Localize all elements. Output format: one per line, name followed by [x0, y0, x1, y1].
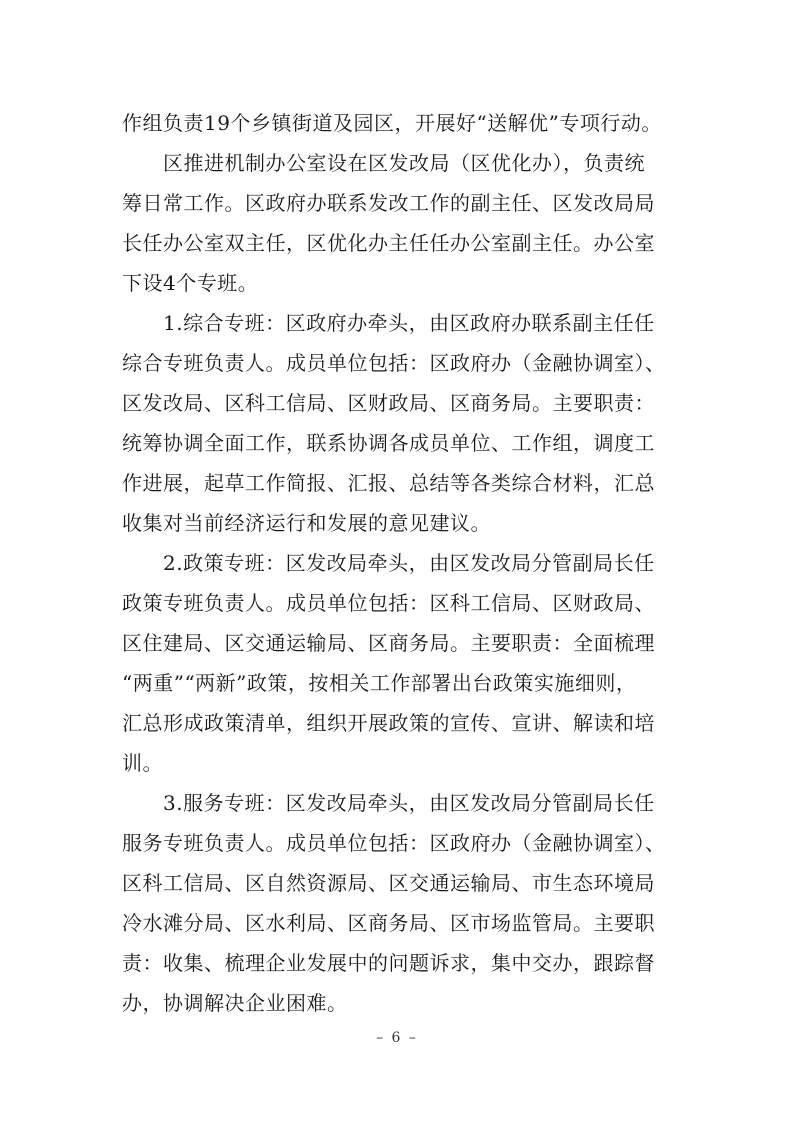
text-line: 训。 [122, 751, 163, 775]
text-line: 收集对当前经济运行和发展的意见建议。 [122, 511, 491, 535]
text-line: 综合专班负责人。成员单位包括：区政府办（金融协调室）、 [122, 351, 666, 375]
text-line: 责：收集、梳理企业发展中的问题诉求，集中交办，跟踪督 [122, 951, 655, 975]
text-line: 统筹协调全面工作，联系协调各成员单位、工作组，调度工 [122, 431, 655, 455]
text-line: 筹日常工作。区政府办联系发改工作的副主任、区发改局局 [122, 191, 655, 215]
text-line: “两重”“两新”政策，按相关工作部署出台政策实施细则， [122, 671, 637, 695]
text-line: 区发改局、区科工信局、区财政局、区商务局。主要职责： [122, 391, 655, 415]
text-line: 区住建局、区交通运输局、区商务局。主要职责：全面梳理 [122, 631, 655, 655]
page-number: – 6 – [376, 1030, 418, 1046]
text-line: 办，协调解决企业困难。 [122, 991, 348, 1015]
paragraph-first-line: 区推进机制办公室设在区发改局（区优化办），负责统 [163, 151, 645, 175]
text-line: 长任办公室双主任，区优化办主任任办公室副主任。办公室 [122, 231, 655, 255]
text-line: 作进展，起草工作简报、汇报、总结等各类综合材料，汇总 [122, 471, 655, 495]
text-line: 区科工信局、区自然资源局、区交通运输局、市生态环境局 [122, 871, 655, 895]
text-line: 冷水滩分局、区水利局、区商务局、区市场监管局。主要职 [122, 911, 655, 935]
text-line: 服务专班负责人。成员单位包括：区政府办（金融协调室）、 [122, 831, 666, 855]
text-line: 政策专班负责人。成员单位包括：区科工信局、区财政局、 [122, 591, 655, 615]
paragraph-first-line: 3.服务专班：区发改局牵头，由区发改局分管副局长任 [163, 791, 655, 815]
text-line: 作组负责19个乡镇街道及园区，开展好“送解优”专项行动。 [122, 111, 662, 135]
text-line: 汇总形成政策清单，组织开展政策的宣传、宣讲、解读和培 [122, 711, 655, 735]
paragraph-first-line: 1.综合专班：区政府办牵头，由区政府办联系副主任任 [163, 311, 655, 335]
text-line: 下设4个专班。 [122, 271, 259, 295]
paragraph-first-line: 2.政策专班：区发改局牵头，由区发改局分管副局长任 [163, 551, 655, 575]
